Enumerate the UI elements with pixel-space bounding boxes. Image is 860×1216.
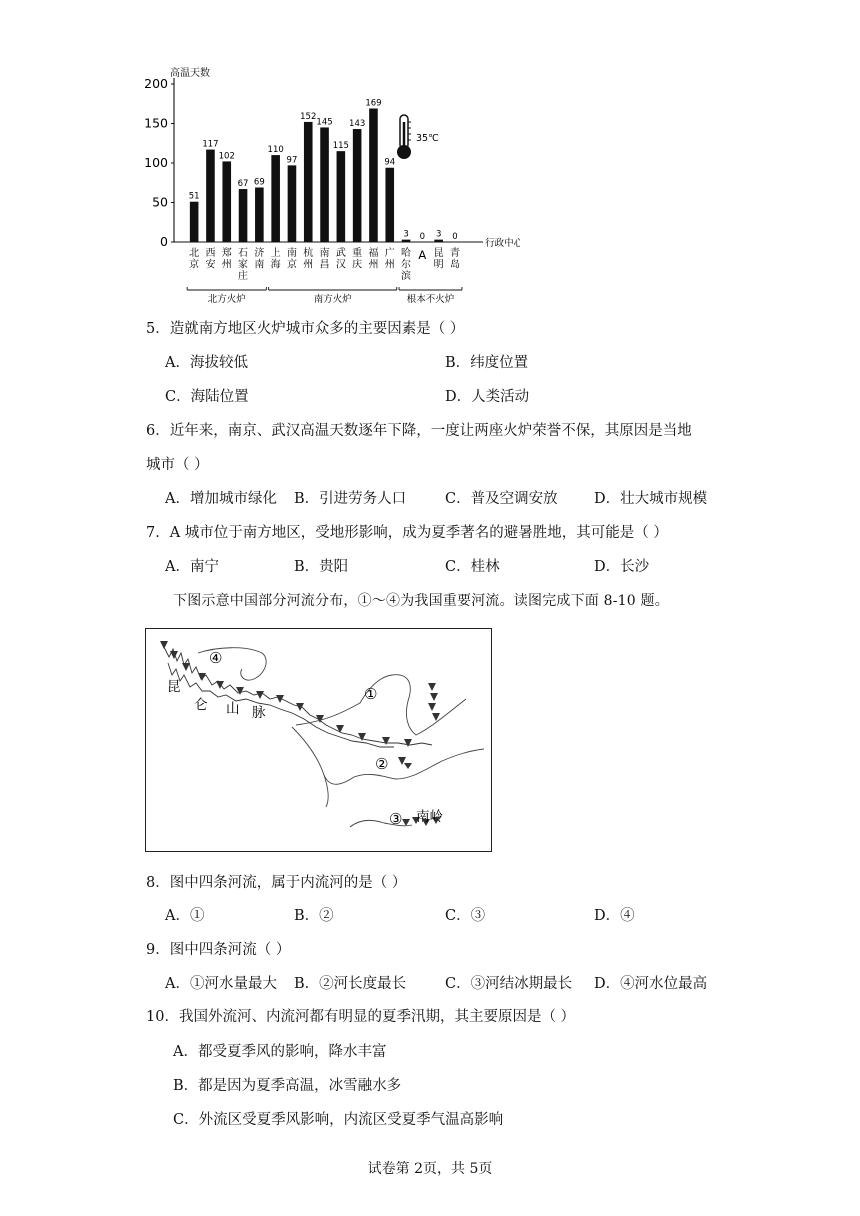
bar (304, 122, 313, 242)
category-label: 重 (352, 248, 363, 259)
thermometer-icon (398, 115, 412, 159)
question-8-stem: 8．图中四条河流，属于内流河的是（ ） (146, 875, 407, 891)
bar-value-label: 51 (188, 191, 200, 202)
category-label: 青 (449, 248, 460, 259)
y-axis-label: 高温天数 (170, 68, 210, 79)
category-label: 州 (221, 259, 232, 271)
kunlun-label-kun: 昆 (167, 679, 181, 695)
question-7-option-d: D．长沙 (594, 559, 650, 575)
group-label: 南方火炉 (313, 294, 352, 305)
kunlun-label-lun: 仑 (194, 697, 208, 713)
y-tick-label: 0 (160, 234, 168, 249)
bar (271, 155, 280, 242)
category-label: 武 (335, 248, 346, 259)
category-label: 安 (205, 259, 216, 271)
bar-value-label: 115 (332, 141, 349, 152)
question-10-option-c: C．外流区受夏季风影响，内流区受夏季气温高影响 (173, 1112, 504, 1128)
question-10-option-a: A．都受夏季风的影响，降水丰富 (173, 1044, 387, 1060)
rivers-map-svg (146, 629, 491, 851)
question-9-option-a: A．①河水量最大 (165, 976, 277, 992)
category-label: 滨 (401, 271, 412, 282)
chart-axes (144, 66, 520, 249)
page-footer: 试卷第 2页，共 5页 (367, 1161, 493, 1177)
bar-value-label: 0 (452, 232, 458, 242)
category-label: 广 (384, 248, 395, 259)
question-7-stem: 7．A 城市位于南方地区，受地形影响，成为夏季著名的避暑胜地，其可能是（ ） (146, 525, 668, 541)
question-9-stem: 9．图中四条河流（ ） (146, 942, 291, 958)
bar-value-label: 145 (316, 117, 333, 128)
category-label: 庄 (238, 271, 249, 282)
bar-value-label: 3 (435, 229, 442, 240)
bar (190, 202, 199, 242)
bar-value-label: 117 (202, 139, 219, 150)
nanling-label: 南岭 (416, 809, 443, 825)
category-label: 南 (254, 259, 265, 271)
bar (385, 168, 394, 242)
question-10-stem: 10．我国外流河、内流河都有明显的夏季汛期，其主要原因是（ ） (146, 1009, 576, 1025)
category-label: 海 (270, 259, 281, 271)
question-6-option-c: C．普及空调安放 (445, 491, 558, 507)
bar-value-label: 69 (253, 177, 265, 188)
question-5-option-c: C．海陆位置 (165, 389, 249, 405)
category-label: 明 (433, 259, 444, 271)
category-label: 上 (270, 248, 281, 259)
bar (402, 240, 411, 242)
question-9-option-b: B．②河长度最长 (294, 976, 407, 992)
category-label: 南 (286, 248, 297, 259)
category-label: 福 (368, 248, 379, 259)
category-label: 州 (303, 259, 314, 271)
kunlun-label-shan: 山 (226, 701, 240, 717)
bar (222, 161, 231, 242)
question-7-option-b: B．贵阳 (294, 559, 349, 575)
bar (369, 108, 378, 242)
question-8-option-d: D．④ (594, 908, 635, 924)
bar (353, 129, 362, 242)
bar (255, 187, 264, 242)
chart-svg (140, 60, 520, 310)
category-label: 岛 (449, 259, 460, 271)
river-1 (296, 675, 466, 735)
question-9-option-d: D．④河水位最高 (594, 976, 708, 992)
category-label: 昌 (319, 259, 330, 271)
group-label: 北方火炉 (207, 294, 246, 305)
question-5-option-d: D．人类活动 (445, 389, 530, 405)
category-label: 济 (254, 248, 265, 259)
bar-value-label: 97 (286, 155, 298, 166)
bar-value-label: 67 (237, 179, 249, 190)
category-label: 哈 (401, 248, 412, 259)
category-label: 州 (368, 259, 379, 271)
question-7-option-a: A．南宁 (165, 559, 219, 575)
category-label: 汉 (335, 259, 346, 271)
bar-value-label: 0 (419, 232, 426, 242)
bar-value-label: 143 (349, 119, 366, 130)
category-label: 石 (238, 248, 249, 259)
category-label: 昆 (433, 248, 444, 259)
category-label: 庆 (352, 259, 363, 271)
y-tick-label: 50 (152, 194, 168, 210)
mountain-hatching (160, 641, 440, 826)
question-6-stem-line-2: 城市（ ） (146, 457, 209, 473)
river-4-label: ④ (209, 649, 223, 667)
question-8-option-c: C．③ (445, 908, 486, 924)
category-label: 西 (205, 248, 216, 259)
bar (434, 240, 443, 242)
bar-value-label: 3 (403, 229, 409, 240)
category-label: A (418, 248, 427, 262)
bar-value-label: 169 (365, 98, 382, 109)
bar (337, 151, 346, 242)
bar (320, 127, 329, 242)
river-3 (350, 820, 412, 827)
category-label: 南 (319, 248, 330, 259)
category-label: 郑 (221, 248, 232, 259)
y-tick-label: 100 (144, 155, 168, 170)
question-8-option-a: A．① (165, 908, 205, 924)
question-6-option-b: B．引进劳务人口 (294, 491, 407, 507)
china-rivers-map (145, 628, 492, 852)
bar (288, 165, 297, 242)
river-1-label: ① (364, 685, 378, 703)
category-label: 北 (189, 248, 200, 259)
category-label: 杭 (303, 248, 314, 259)
question-5-option-b: B．纬度位置 (445, 355, 529, 371)
question-9-option-c: C．③河结冰期最长 (445, 976, 573, 992)
question-8-option-b: B．② (294, 908, 334, 924)
questions-8-10-intro: 下图示意中国部分河流分布，①～④为我国重要河流。读图完成下面 8-10 题。 (173, 593, 669, 609)
bar-value-label: 94 (384, 157, 396, 168)
bar (206, 150, 215, 242)
temperature-annotation: 35℃ (416, 133, 439, 144)
bar-value-label: 102 (218, 151, 235, 162)
bar-value-label: 110 (267, 145, 284, 156)
category-label: 京 (286, 259, 297, 271)
bar-value-label: 152 (300, 111, 317, 122)
question-6-stem-line-1: 6．近年来，南京、武汉高温天数逐年下降，一度让两座火炉荣誉不保，其原因是当地 (146, 423, 692, 439)
group-label: 根本不火炉 (406, 294, 455, 305)
category-label: 家 (238, 259, 249, 271)
category-label: 京 (189, 259, 200, 271)
kunlun-label-mai: 脉 (252, 705, 266, 721)
question-5-stem: 5．造就南方地区火炉城市众多的主要因素是（ ） (146, 321, 465, 337)
question-6-option-a: A．增加城市绿化 (165, 491, 277, 507)
x-axis-label: 行政中心 (485, 238, 520, 249)
question-10-option-b: B．都是因为夏季高温，冰雪融水多 (173, 1078, 402, 1094)
category-label: 州 (384, 259, 395, 271)
y-tick-label: 150 (144, 115, 168, 131)
bar (239, 189, 248, 242)
question-7-option-c: C．桂林 (445, 559, 500, 575)
river-3-label: ③ (389, 810, 403, 828)
category-label: 尔 (401, 259, 412, 271)
question-6-option-d: D．壮大城市规模 (594, 491, 708, 507)
question-5-option-a: A．海拔较低 (165, 355, 248, 371)
high-temperature-days-chart (140, 60, 520, 310)
river-2-label: ② (375, 755, 389, 773)
y-tick-label: 200 (144, 76, 168, 91)
